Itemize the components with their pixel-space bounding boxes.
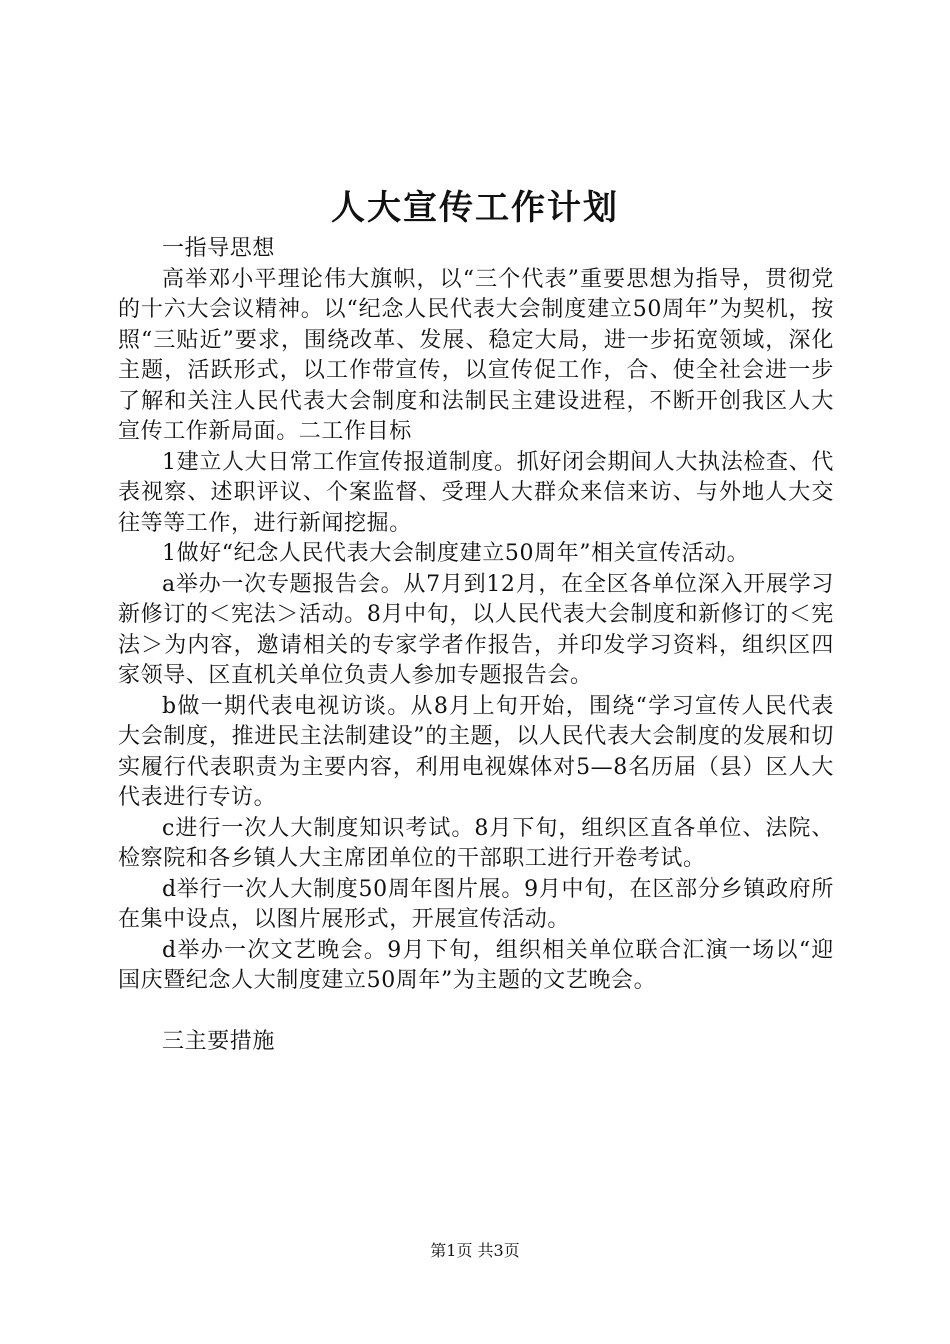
section-heading-guiding-ideology: 一指导思想: [162, 236, 276, 261]
paragraph-item-d-photo-exhibition: d举行一次人大制度50周年图片展。9月中旬，在区部分乡镇政府所在集中设点，以图片展形式，开展宣传活动。: [118, 876, 834, 932]
paragraph-spacer: [118, 997, 834, 1027]
paragraph-item-d-gala: d举办一次文艺晚会。9月下旬，组织相关单位联合汇演一场以“迎国庆暨纪念人大制度建立50周年”为主题的文艺晚会。: [118, 937, 834, 993]
paragraph-item-c-exam: c进行一次人大制度知识考试。8月下旬，组织区直各单位、法院、检察院和各乡镇人大主席团单位的干部职工进行开卷考试。: [118, 815, 834, 871]
document-body: [118, 234, 834, 1057]
section-heading-main-measures: 三主要措施: [162, 1028, 276, 1054]
paragraph-guiding-ideology: 高举邓小平理论伟大旗帜，以“三个代表”重要思想为指导，贯彻党的十六大会议精神。以“纪念人民代表大会制度建立50周年”为契机，按照“三贴近”要求，围绕改革、发展、稳定大局，进一步拓宽领域，深化主题，活跃形式，以工作带宣传，以宣传促工作，合、使全社会进一步了解和关注人民代表大会制度和法制民主建设进程，不断开创我区人大宣传工作新局面。二工作目标: [118, 266, 834, 444]
paragraph-item-a-lecture: a举办一次专题报告会。从7月到12月，在全区各单位深入开展学习新修订的＜宪法＞活动。8月中旬，以人民代表大会制度和新修订的＜宪法＞为内容，邀请相关的专家学者作报告，并印发学习资料，组织区四家领导、区直机关单位负责人参加专题报告会。: [118, 571, 834, 688]
page-footer: 第1页 共3页: [430, 1241, 520, 1260]
document-title: 人大宣传工作计划: [331, 188, 619, 228]
paragraph-daily-reporting: 1建立人大日常工作宣传报道制度。抓好闭会期间人大执法检查、代表视察、述职评议、个案监督、受理人大群众来信来访、与外地人大交往等等工作，进行新闻挖掘。: [118, 449, 834, 536]
paragraph-anniversary-activities: 1做好“纪念人民代表大会制度建立50周年”相关宣传活动。: [162, 541, 750, 566]
paragraph-item-b-tv-interview: b做一期代表电视访谈。从8月上旬开始，围绕“学习宣传人民代表大会制度，推进民主法制建设”的主题，以人民代表大会制度的发展和切实履行代表职责为主要内容，利用电视媒体对5—8名历届（县）区人大代表进行专访。: [118, 693, 834, 810]
